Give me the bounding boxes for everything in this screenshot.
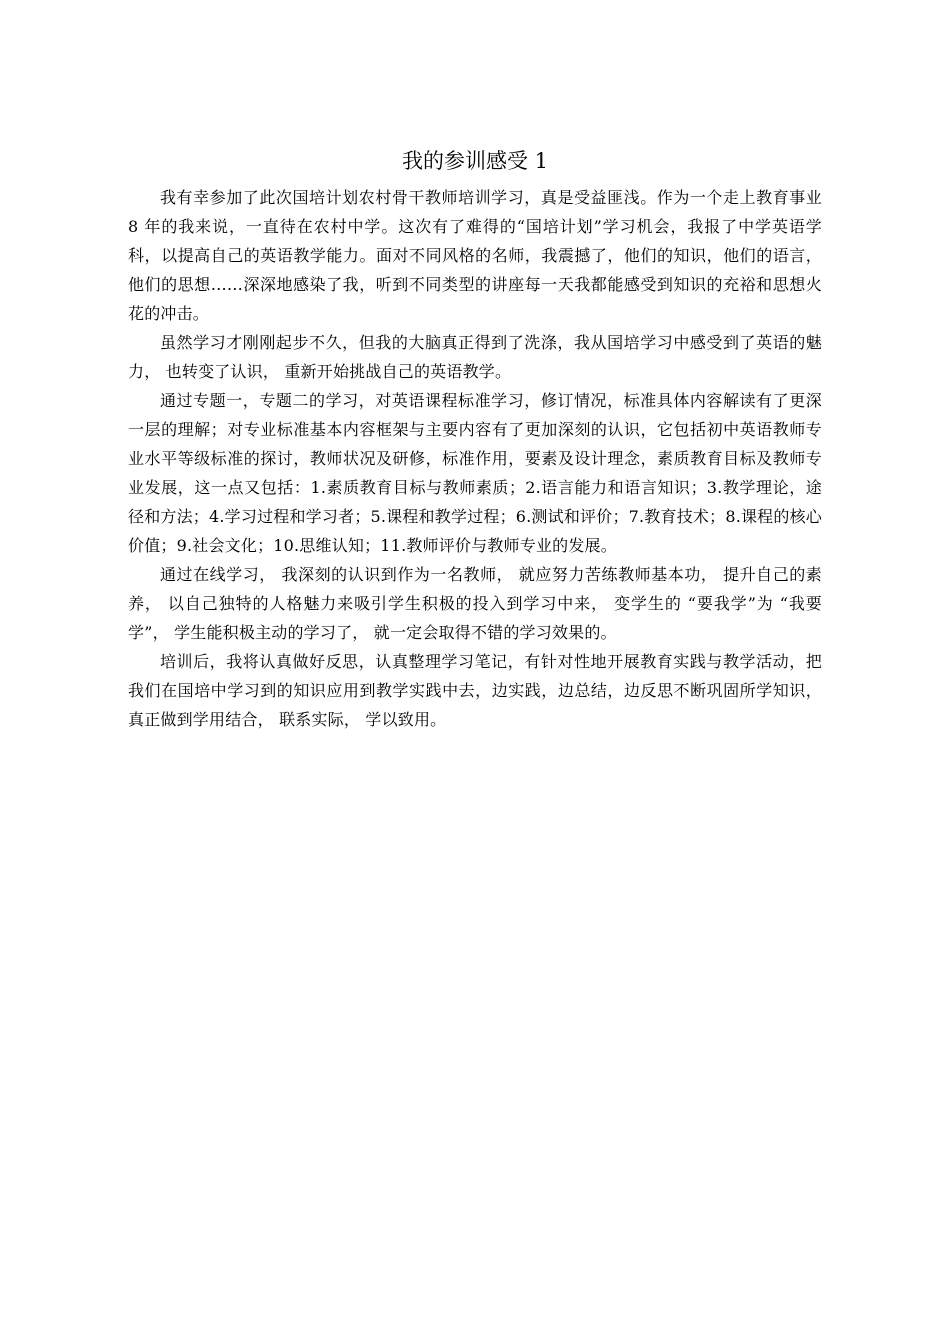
- paragraph-1: 我有幸参加了此次国培计划农村骨干教师培训学习，真是受益匪浅。作为一个走上教育事业 8 年的我来说，一直待在农村中学。这次有了难得的“国培计划”学习机会，我报了中学英语学科，以提高自己的英语教学能力。面对不同风格的名师，我震撼了，他们的知识，他们的语言，他们的思想……深深地感染了我，听到不同类型的讲座每一天我都能感受到知识的充裕和思想火花的冲击。: [128, 188, 822, 323]
- document-body: [128, 183, 822, 734]
- paragraph-5: 培训后，我将认真做好反思，认真整理学习笔记，有针对性地开展教育实践与教学活动，把我们在国培中学习到的知识应用到教学实践中去，边实践，边总结，边反思不断巩固所学知识， 真正做到学用结合， 联系实际， 学以致用。: [128, 652, 822, 729]
- document-title: 我的参训感受 1: [401, 149, 549, 173]
- paragraph-3: 通过专题一，专题二的学习，对英语课程标准学习，修订情况，标准具体内容解读有了更深一层的理解；对专业标准基本内容框架与主要内容有了更加深刻的认识，它包括初中英语教师专业水平等级标准的探讨，教师状况及研修，标准作用，要素及设计理念，素质教育目标及教师专业发展，这一点又包括：1.素质教育目标与教师素质；2.语言能力和语言知识；3.教学理论，途径和方法；4.学习过程和学习者；5.课程和教学过程；6.测试和评价；7.教育技术；8.课程的核心价值；9.社会文化；10.思维认知；11.教师评价与教师专业的发展。: [128, 391, 822, 555]
- paragraph-4: 通过在线学习， 我深刻的认识到作为一名教师， 就应努力苦练教师基本功， 提升自己的素养， 以自己独特的人格魅力来吸引学生积极的投入到学习中来， 变学生的 “要我学”为 “我要学”， 学生能积极主动的学习了， 就一定会取得不错的学习效果的。: [128, 565, 822, 642]
- paragraph-2: 虽然学习才刚刚起步不久，但我的大脑真正得到了洗涤，我从国培学习中感受到了英语的魅力， 也转变了认识， 重新开始挑战自己的英语教学。: [128, 333, 822, 381]
